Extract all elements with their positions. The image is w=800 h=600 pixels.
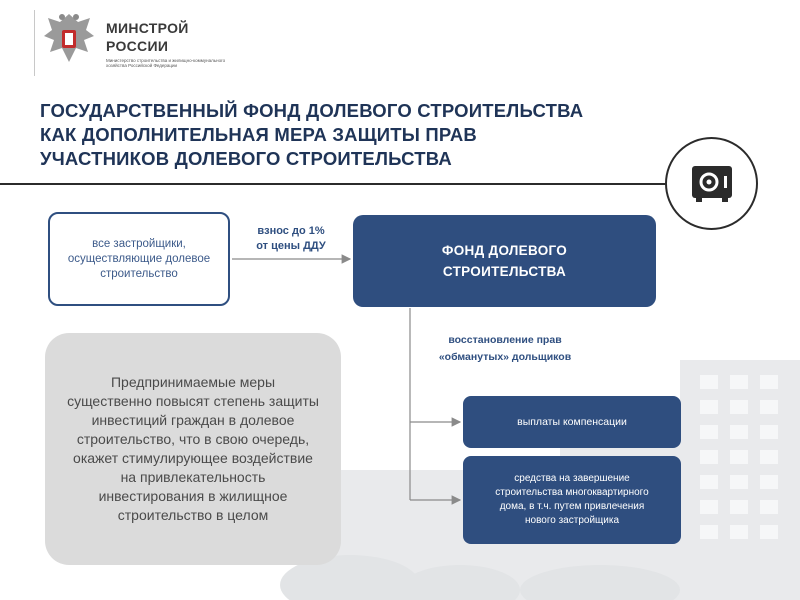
ministry-subtitle: Министерство строительства и жилищно-коммунального хозяйства Российской Федерации [106, 58, 226, 68]
ministry-title-line1: МИНСТРОЙ [106, 20, 189, 36]
coat-of-arms-icon [38, 8, 100, 72]
page-title-line1: ГОСУДАРСТВЕННЫЙ ФОНД ДОЛЕВОГО СТРОИТЕЛЬСТВА [40, 100, 584, 121]
compensation-payout-box: выплаты компенсации [463, 396, 681, 448]
page-title-line2: КАК ДОПОЛНИТЕЛЬНАЯ МЕРА ЗАЩИТЫ ПРАВ [40, 124, 477, 145]
fund-box [353, 215, 656, 307]
safe-icon [691, 165, 733, 203]
fund-box-line1: ФОНД ДОЛЕВОГО [441, 243, 568, 258]
page-title-line3: УЧАСТНИКОВ ДОЛЕВОГО СТРОИТЕЛЬСТВА [40, 148, 452, 169]
restore-rights-label [420, 332, 590, 366]
heading-divider [0, 183, 666, 185]
restore-rights-line2: «обманутых» дольщиков [438, 351, 572, 363]
ministry-logo [38, 8, 226, 78]
restore-rights-line1: восстановление прав [448, 334, 562, 346]
developers-box: все застройщики, осуществляющие долевое строительство [48, 212, 230, 306]
safe-icon-badge [665, 137, 758, 230]
contribution-label-line2: от цены ДДУ [256, 240, 326, 252]
contribution-label [236, 224, 346, 254]
contribution-label-line1: взнос до 1% [257, 225, 325, 237]
ministry-title-line2: РОССИИ [106, 38, 169, 54]
fund-box-line2: СТРОИТЕЛЬСТВА [442, 264, 567, 279]
page-title [40, 99, 680, 171]
logo-divider [34, 10, 35, 76]
completion-funds-box: средства на завершение строительства многоквартирного дома, в т.ч. путем привлечения нового застройщика [463, 456, 681, 544]
note-panel: Предпринимаемые меры существенно повысят степень защиты инвестиций граждан в долевое строительство, что в свою очередь, окажет стимулирующее воздействие на привлекательность инвестирования в жилищное строительство в целом [45, 333, 341, 565]
